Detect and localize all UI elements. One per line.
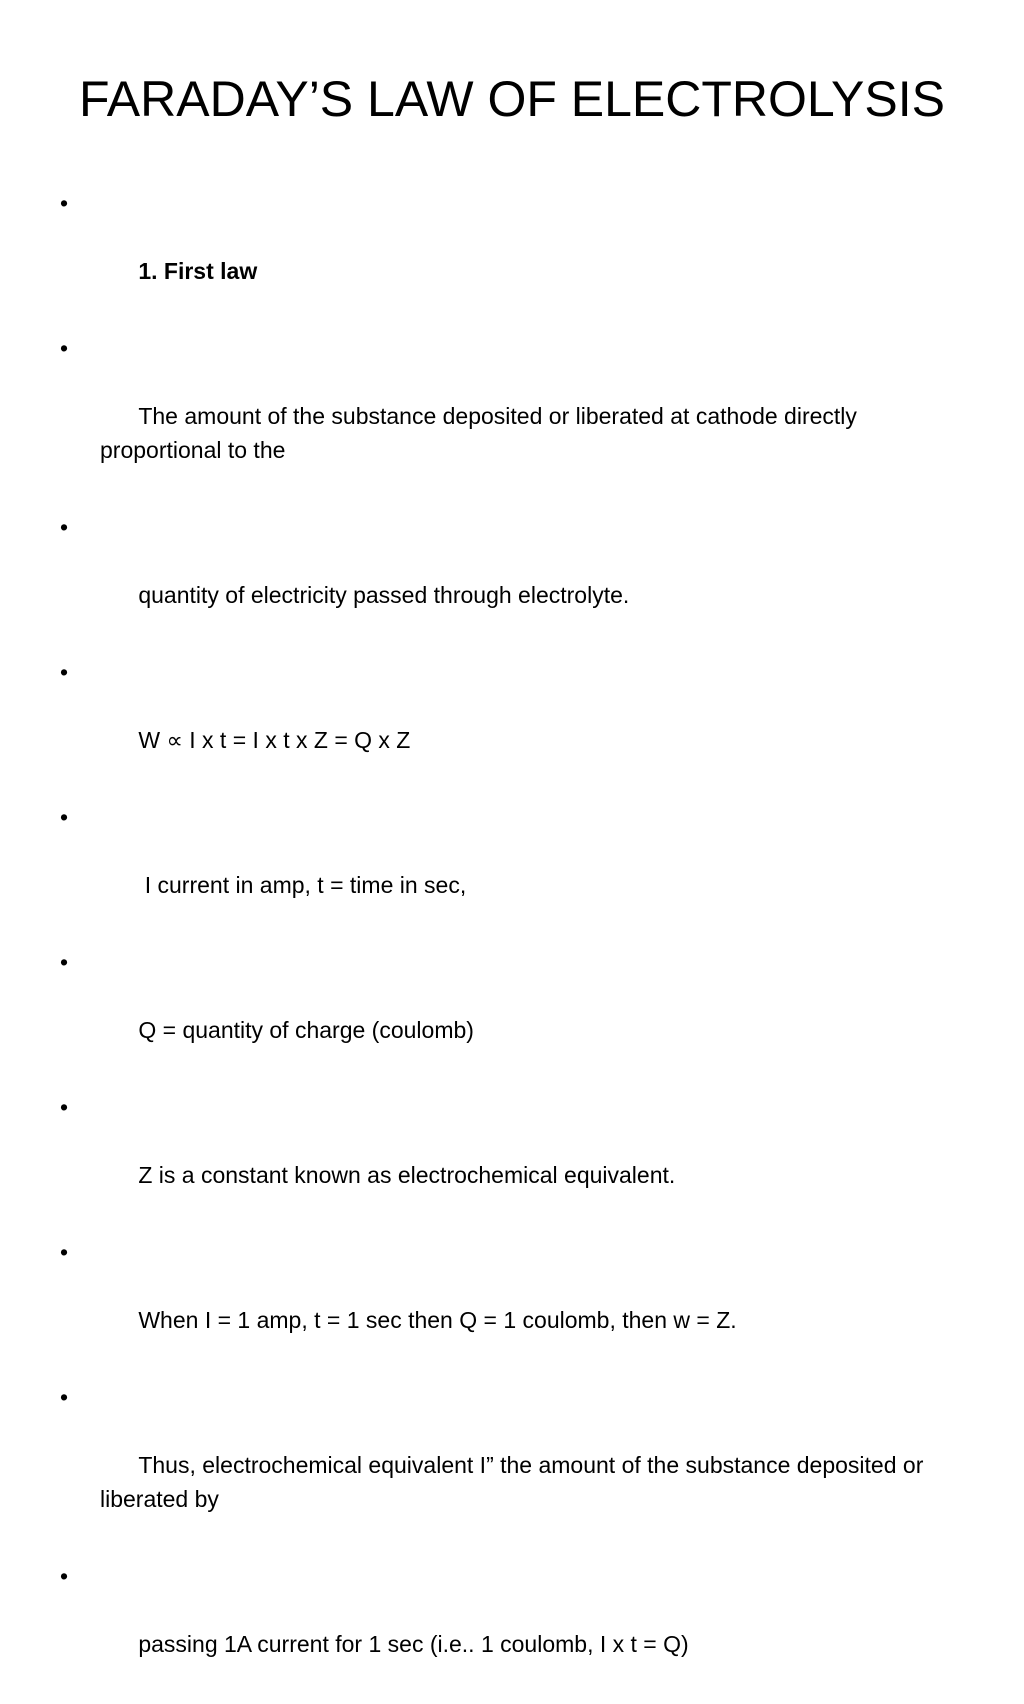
bullet-dot-icon: • (60, 804, 69, 830)
bullet-dot-icon: • (60, 659, 69, 685)
bullet-dot-icon: • (60, 1094, 69, 1120)
bullet-item (60, 1235, 960, 1371)
bullet-text: Q = quantity of charge (coulomb) (138, 1017, 474, 1043)
slide-title: FARADAY’S LAW OF ELECTROLYSIS (79, 71, 945, 127)
bullet-text: passing 1A current for 1 sec (i.e.. 1 coulomb, I x t = Q) (138, 1631, 689, 1657)
first-law-heading: 1. First law (138, 258, 258, 284)
bullet-dot-icon: • (60, 190, 69, 216)
bullet-item (60, 510, 960, 646)
bullet-dot-icon: • (60, 949, 69, 975)
formula-text: W ∝ I x t = I x t x Z = Q x Z (138, 727, 411, 753)
bullet-item (60, 1380, 960, 1550)
bullet-dot-icon: • (60, 1239, 69, 1265)
bullet-dot-icon: • (60, 1384, 69, 1410)
bullet-item (60, 1090, 960, 1226)
bullet-text: When I = 1 amp, t = 1 sec then Q = 1 coulomb, then w = Z. (138, 1307, 737, 1333)
bullet-text: Thus, electrochemical equivalent I” the amount of the substance deposited or liberated by (100, 1452, 930, 1512)
bullet-item (60, 186, 960, 322)
bullet-dot-icon: • (60, 514, 69, 540)
bullet-text: The amount of the substance deposited or liberated at cathode directly proportional to the (100, 403, 864, 463)
bullet-text: quantity of electricity passed through electrolyte. (138, 582, 630, 608)
bullet-item (60, 655, 960, 791)
bullet-item (60, 1559, 960, 1695)
bullet-item (60, 800, 960, 936)
bullet-dot-icon: • (60, 1563, 69, 1589)
bullet-text: Z is a constant known as electrochemical equivalent. (138, 1162, 676, 1188)
bullet-item (60, 945, 960, 1081)
bullet-list (60, 186, 960, 1704)
bullet-dot-icon: • (60, 335, 69, 361)
bullet-text: I current in amp, t = time in sec, (138, 872, 467, 898)
bullet-item (60, 331, 960, 501)
